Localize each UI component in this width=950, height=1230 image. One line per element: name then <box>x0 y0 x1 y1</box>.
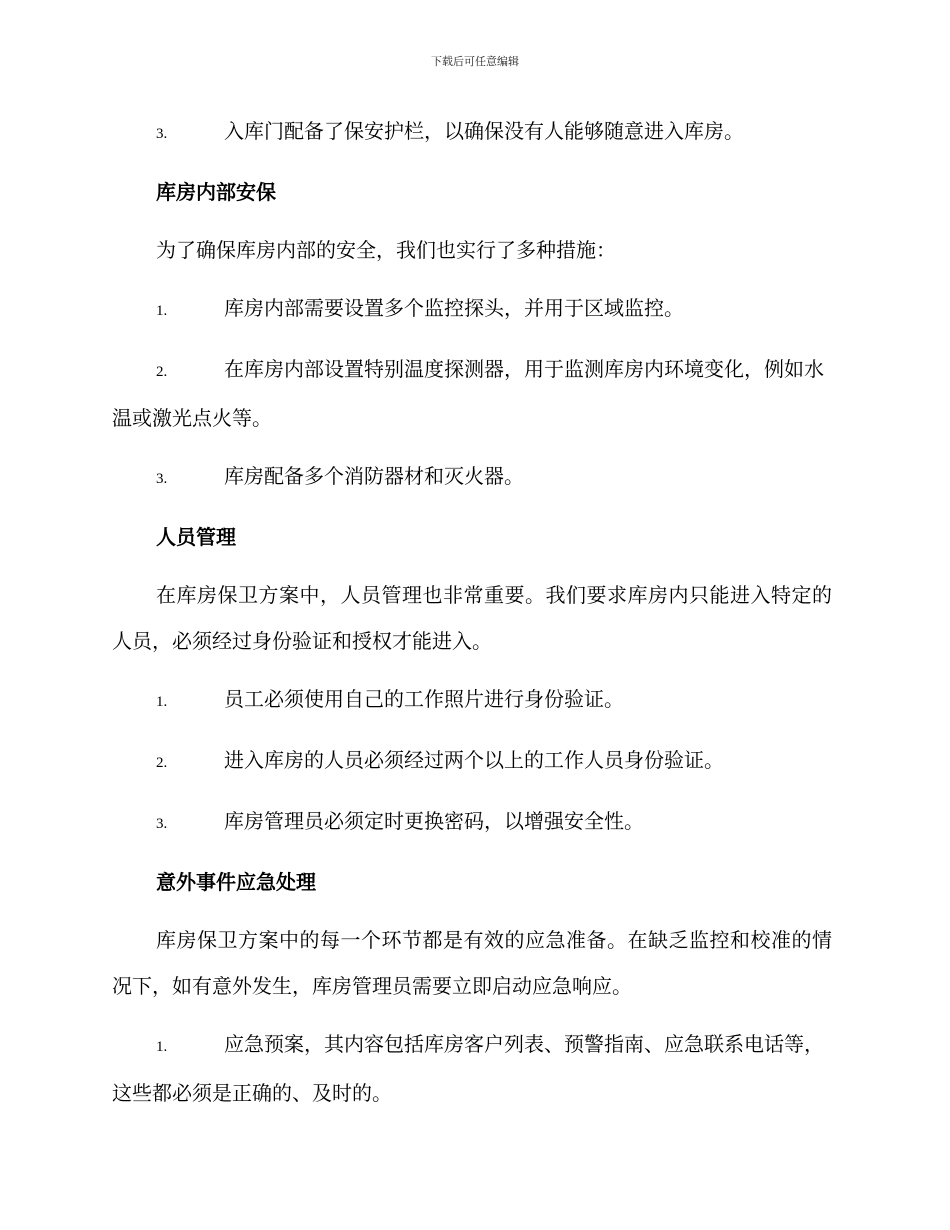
list-number: 3. <box>156 126 168 142</box>
list-item <box>112 453 832 502</box>
paragraph: 库房保卫方案中的每一个环节都是有效的应急准备。在缺乏监控和校准的情况下，如有意外发生，库房管理员需要立即启动应急响应。 <box>112 928 832 998</box>
list-item-text: 库房配备多个消防器材和灭火器。 <box>224 464 524 488</box>
section-heading: 人员管理 <box>156 525 236 549</box>
list-number: 3. <box>156 816 168 832</box>
page-header: 下载后可任意编辑 <box>431 55 519 68</box>
list-item <box>112 798 832 847</box>
document-body <box>112 108 832 1116</box>
list-item-text: 库房管理员必须定时更换密码，以增强安全性。 <box>224 809 644 833</box>
paragraph: 为了确保库房内部的安全，我们也实行了多种措施： <box>156 238 616 262</box>
list-number: 1. <box>156 694 168 710</box>
section-heading: 意外事件应急处理 <box>156 870 316 894</box>
list-item <box>112 285 832 334</box>
list-item <box>112 108 832 157</box>
list-item-text: 入库门配备了保安护栏，以确保没有人能够随意进入库房。 <box>224 119 744 143</box>
list-item <box>112 1021 832 1116</box>
section-heading: 库房内部安保 <box>156 180 276 204</box>
list-item-text: 员工必须使用自己的工作照片进行身份验证。 <box>224 687 624 711</box>
list-item <box>112 346 832 441</box>
list-number: 1. <box>156 303 168 319</box>
list-number: 2. <box>156 755 168 771</box>
list-item-text: 应急预案，其内容包括库房客户列表、预警指南、应急联系电话等，这些都必须是正确的、及时的。 <box>112 1032 824 1105</box>
paragraph: 在库房保卫方案中，人员管理也非常重要。我们要求库房内只能进入特定的人员，必须经过身份验证和授权才能进入。 <box>112 583 832 653</box>
list-number: 1. <box>156 1039 168 1055</box>
list-item-text: 进入库房的人员必须经过两个以上的工作人员身份验证。 <box>224 748 724 772</box>
list-item <box>112 737 832 786</box>
list-number: 2. <box>156 364 168 380</box>
list-item-text: 库房内部需要设置多个监控探头，并用于区域监控。 <box>224 296 684 320</box>
list-item <box>112 676 832 725</box>
list-item-text: 在库房内部设置特别温度探测器，用于监测库房内环境变化，例如水温或激光点火等。 <box>112 357 824 430</box>
list-number: 3. <box>156 471 168 487</box>
